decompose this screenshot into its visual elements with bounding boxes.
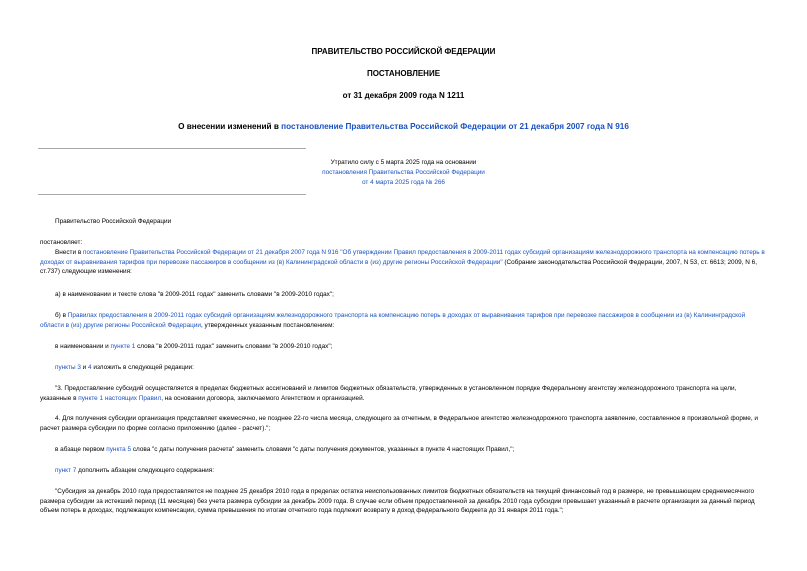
status-link-line-3[interactable]: от 4 марта 2025 года № 266 [362,179,445,186]
status-note [0,158,807,188]
text: в абзаце первом [55,446,107,453]
point-4-link[interactable]: 4 [88,364,92,371]
document-type-heading: ПОСТАНОВЛЕНИЕ [366,69,441,78]
text: б) в [55,312,68,319]
text: дополнить абзацем следующего содержания: [76,467,214,474]
point-5-link[interactable]: пункта 5 [106,446,132,453]
text: в наименовании и [55,343,111,350]
text: , на основании договора, заключаемого Агентством и организацией. [161,394,365,402]
document-title [0,122,807,132]
point-3-link[interactable]: пункты 3 [55,364,81,371]
status-link-line-2[interactable]: постановления Правительства Российской Федерации [322,169,485,176]
text: и [80,364,89,371]
text: слова "в 2009-2011 годах" заменить словами "в 2009-2010 годах"; [135,343,333,350]
title-prefix: О внесении изменений в [178,122,282,131]
paragraph-point-7 [40,466,768,476]
paragraph-government: Правительство Российской Федерации [55,218,172,225]
government-heading: ПРАВИТЕЛЬСТВО РОССИЙСКОЙ ФЕДЕРАЦИИ [311,47,496,56]
paragraph-points-3-4 [40,363,768,373]
text: , утвержденных указанным постановлением: [200,321,335,329]
decree-916-title-link[interactable]: "Об утверждении Правил предоставления в 2009-2011 годах субсидий организациям железнодорожного транспорта на компенсацию потерь в доходах от выравнивания тарифов при перевозке пассажиров в сообщении из (в) Калининградской области в (из) другие регионы Российской Федерации" [40,249,765,266]
text: слова "с даты получения расчета" заменить словами "с даты получения документов, указанных в пункте 4 настоящих Правил,"; [131,446,515,453]
text: Внести в [55,249,83,256]
paragraph-point-3-text [40,384,768,403]
paragraph-amend [40,248,768,277]
paragraph-point-5 [40,445,768,455]
paragraph-b [40,311,768,330]
title-link[interactable]: постановление Правительства Российской Федерации от 21 декабря 2007 года N 916 [281,122,629,131]
status-line-1: Утратило силу с 5 марта 2025 года на основании [330,159,477,166]
point-1-link[interactable]: пункте 1 [110,343,136,350]
point-7-link[interactable]: пункт 7 [55,467,77,474]
paragraph-decrees: постановляет: [40,239,83,246]
date-number-heading: от 31 декабря 2009 года N 1211 [342,91,465,100]
paragraph-point-4-text: 4. Для получения субсидии организация представляет ежемесячно, не позднее 22-го числа месяца, следующего за отчетным, в Федеральное агентство железнодорожного транспорта заявление, составленное в произвольной форме, и расчет размера субсидии по форме согласно приложению (далее - расчет)."; [40,415,758,432]
paragraph-name-point1 [40,342,768,352]
decree-916-link[interactable]: постановление Правительства Российской Федерации от 21 декабря 2007 года N 916 [82,249,339,256]
rules-link[interactable]: Правилах предоставления в 2009-2011 годах субсидий организациям железнодорожного транспорта на компенсацию потерь в доходах от выравнивания тарифов при перевозке пассажиров в сообщении из (в) Калининградской области в (из) другие регионы Российской Федерации [40,312,746,329]
text: изложить в следующей редакции: [91,364,194,371]
point-1-rules-link[interactable]: пункте 1 настоящих Правил [78,394,162,402]
paragraph-a: а) в наименовании и тексте слова "в 2009-2011 годах" заменить словами "в 2009-2010 годах"; [55,291,334,298]
text: "3. Предоставление субсидий осуществляется в пределах бюджетных ассигнований и лимитов бюджетных обязательств, утвержденных в установленном порядке Федеральному агентству железнодорожного транспорта на цели, указанные в [40,385,737,402]
divider-top [38,148,306,149]
divider-bottom [38,194,306,195]
text: (Собрание законодательства Российской Федерации, 2007, N 53, ст. 6613; 2009, N 6, ст.737) следующие изменения: [40,258,757,276]
paragraph-subsidy-december: "Субсидия за декабрь 2010 года предоставляется не позднее 25 декабря 2010 года в пределах остатка неиспользованных лимитов бюджетных обязательств на текущий финансовый год в размере, не превышающем среднемесячного размера субсидии за истекший период (11 месяцев) без учета размера субсидии за декабрь 2009 года. В случае если объем предоставленной за декабрь 2010 года субсидии превышает указанный в расчете организации за данный период объем потерь в доходах, подлежащих компенсации, сумма превышения по итогам отчетного года подлежит возврату в доход федерального бюджета до 31 января 2011 года."; [40,488,755,515]
